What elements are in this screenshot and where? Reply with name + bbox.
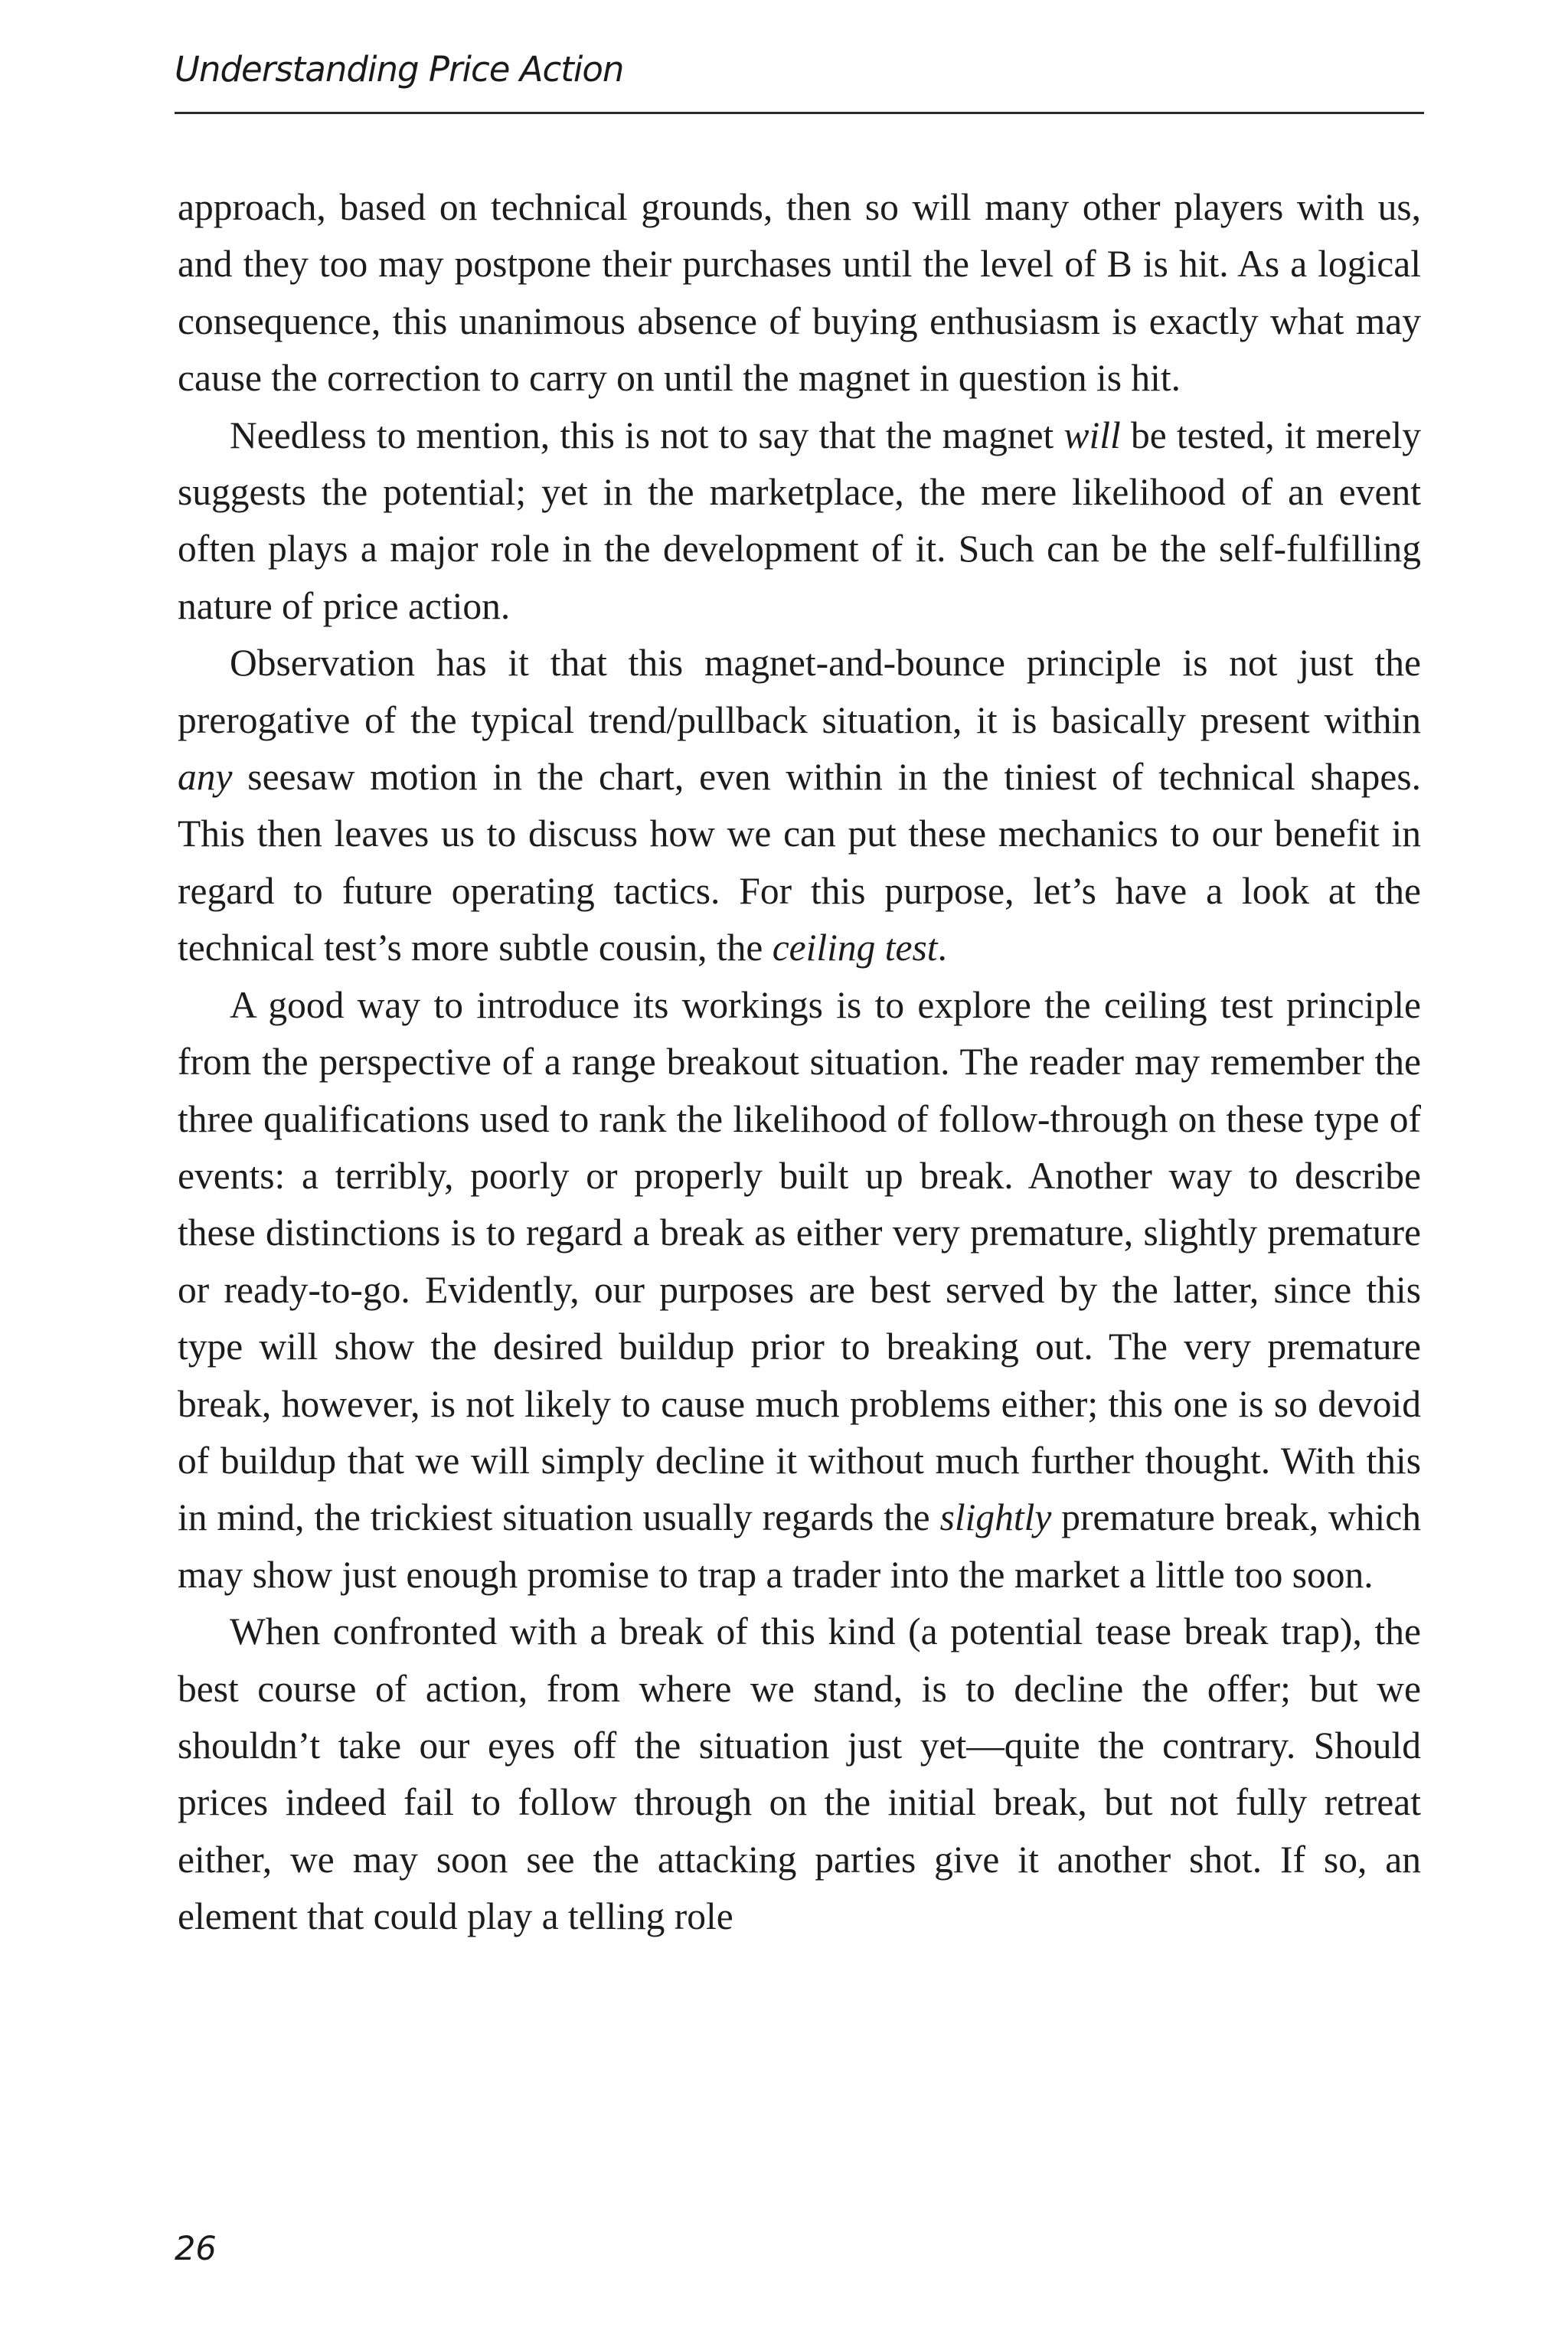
paragraph — [178, 977, 1421, 1603]
paragraph-text: seesaw motion in the chart, even within in the tiniest of technical shapes. This then leaves us to discuss how we can put these mechanics to our benefit in regard to future operating tactics. For this purpose, let’s have a look at the technical test’s more subtle cousin, the — [178, 756, 1421, 969]
paragraph — [178, 407, 1421, 636]
emphasis-text: ceiling test — [772, 927, 938, 969]
paragraph-continuation — [178, 179, 1421, 407]
body-text — [178, 179, 1421, 1946]
running-head-title: Understanding Price Action — [175, 49, 624, 90]
emphasis-text: slightly — [939, 1496, 1052, 1539]
paragraph-text: A good way to introduce its workings is to explore the ceiling test principle from the perspective of a range breakout situation. The reader may remember the three qualifications used to rank the likelihood of follow-through on these type of events: a terribly, poorly or properly built up break. Another way to describe these distinctions is to regard a break as either very premature, slightly premature or ready-to-go. Evidently, our purposes are best served by the latter, since this type will show the desired buildup prior to breaking out. The very premature break, however, is not likely to cause much problems either; this one is so devoid of buildup that we will simply decline it without much further thought. With this in mind, the trickiest situation usually regards the — [178, 983, 1421, 1539]
emphasis-text: will — [1063, 414, 1121, 456]
page-number: 26 — [175, 2230, 217, 2268]
paragraph — [178, 1603, 1421, 1945]
paragraph-text: Observation has it that this magnet-and-bounce principle is not just the prerogative of the typical trend/pullback situation, it is basically present within — [178, 642, 1421, 741]
paragraph — [178, 635, 1421, 976]
paragraph-text: approach, based on technical grounds, then so will many other players with us, and they too may postpone their purchases until the level of B is hit. As a logical consequence, this unanimous absence of buying enthusiasm is exactly what may cause the correction to carry on until the magnet in question is hit. — [178, 186, 1421, 400]
paragraph-text: be tested, it merely suggests the potential; yet in the marketplace, the mere likelihood of an event often plays a major role in the development of it. Such can be the self-fulfilling nature of price action. — [178, 414, 1421, 627]
paragraph-text: premature break, which may show just enough promise to trap a trader into the market a little too soon. — [178, 1496, 1422, 1596]
paragraph-text: Needless to mention, this is not to say that the magnet — [230, 414, 1064, 456]
paragraph-text: . — [937, 927, 947, 969]
emphasis-text: any — [178, 756, 233, 799]
header-rule — [175, 112, 1424, 114]
paragraph-text: When confronted with a break of this kind (a potential tease break trap), the best course of action, from where we stand, is to decline the offer; but we shouldn’t take our eyes off the situation just yet—quite the contrary. Should prices indeed fail to follow through on the initial break, but not fully retreat either, we may soon see the attacking parties give it another shot. If so, an element that could play a telling role — [178, 1610, 1421, 1938]
